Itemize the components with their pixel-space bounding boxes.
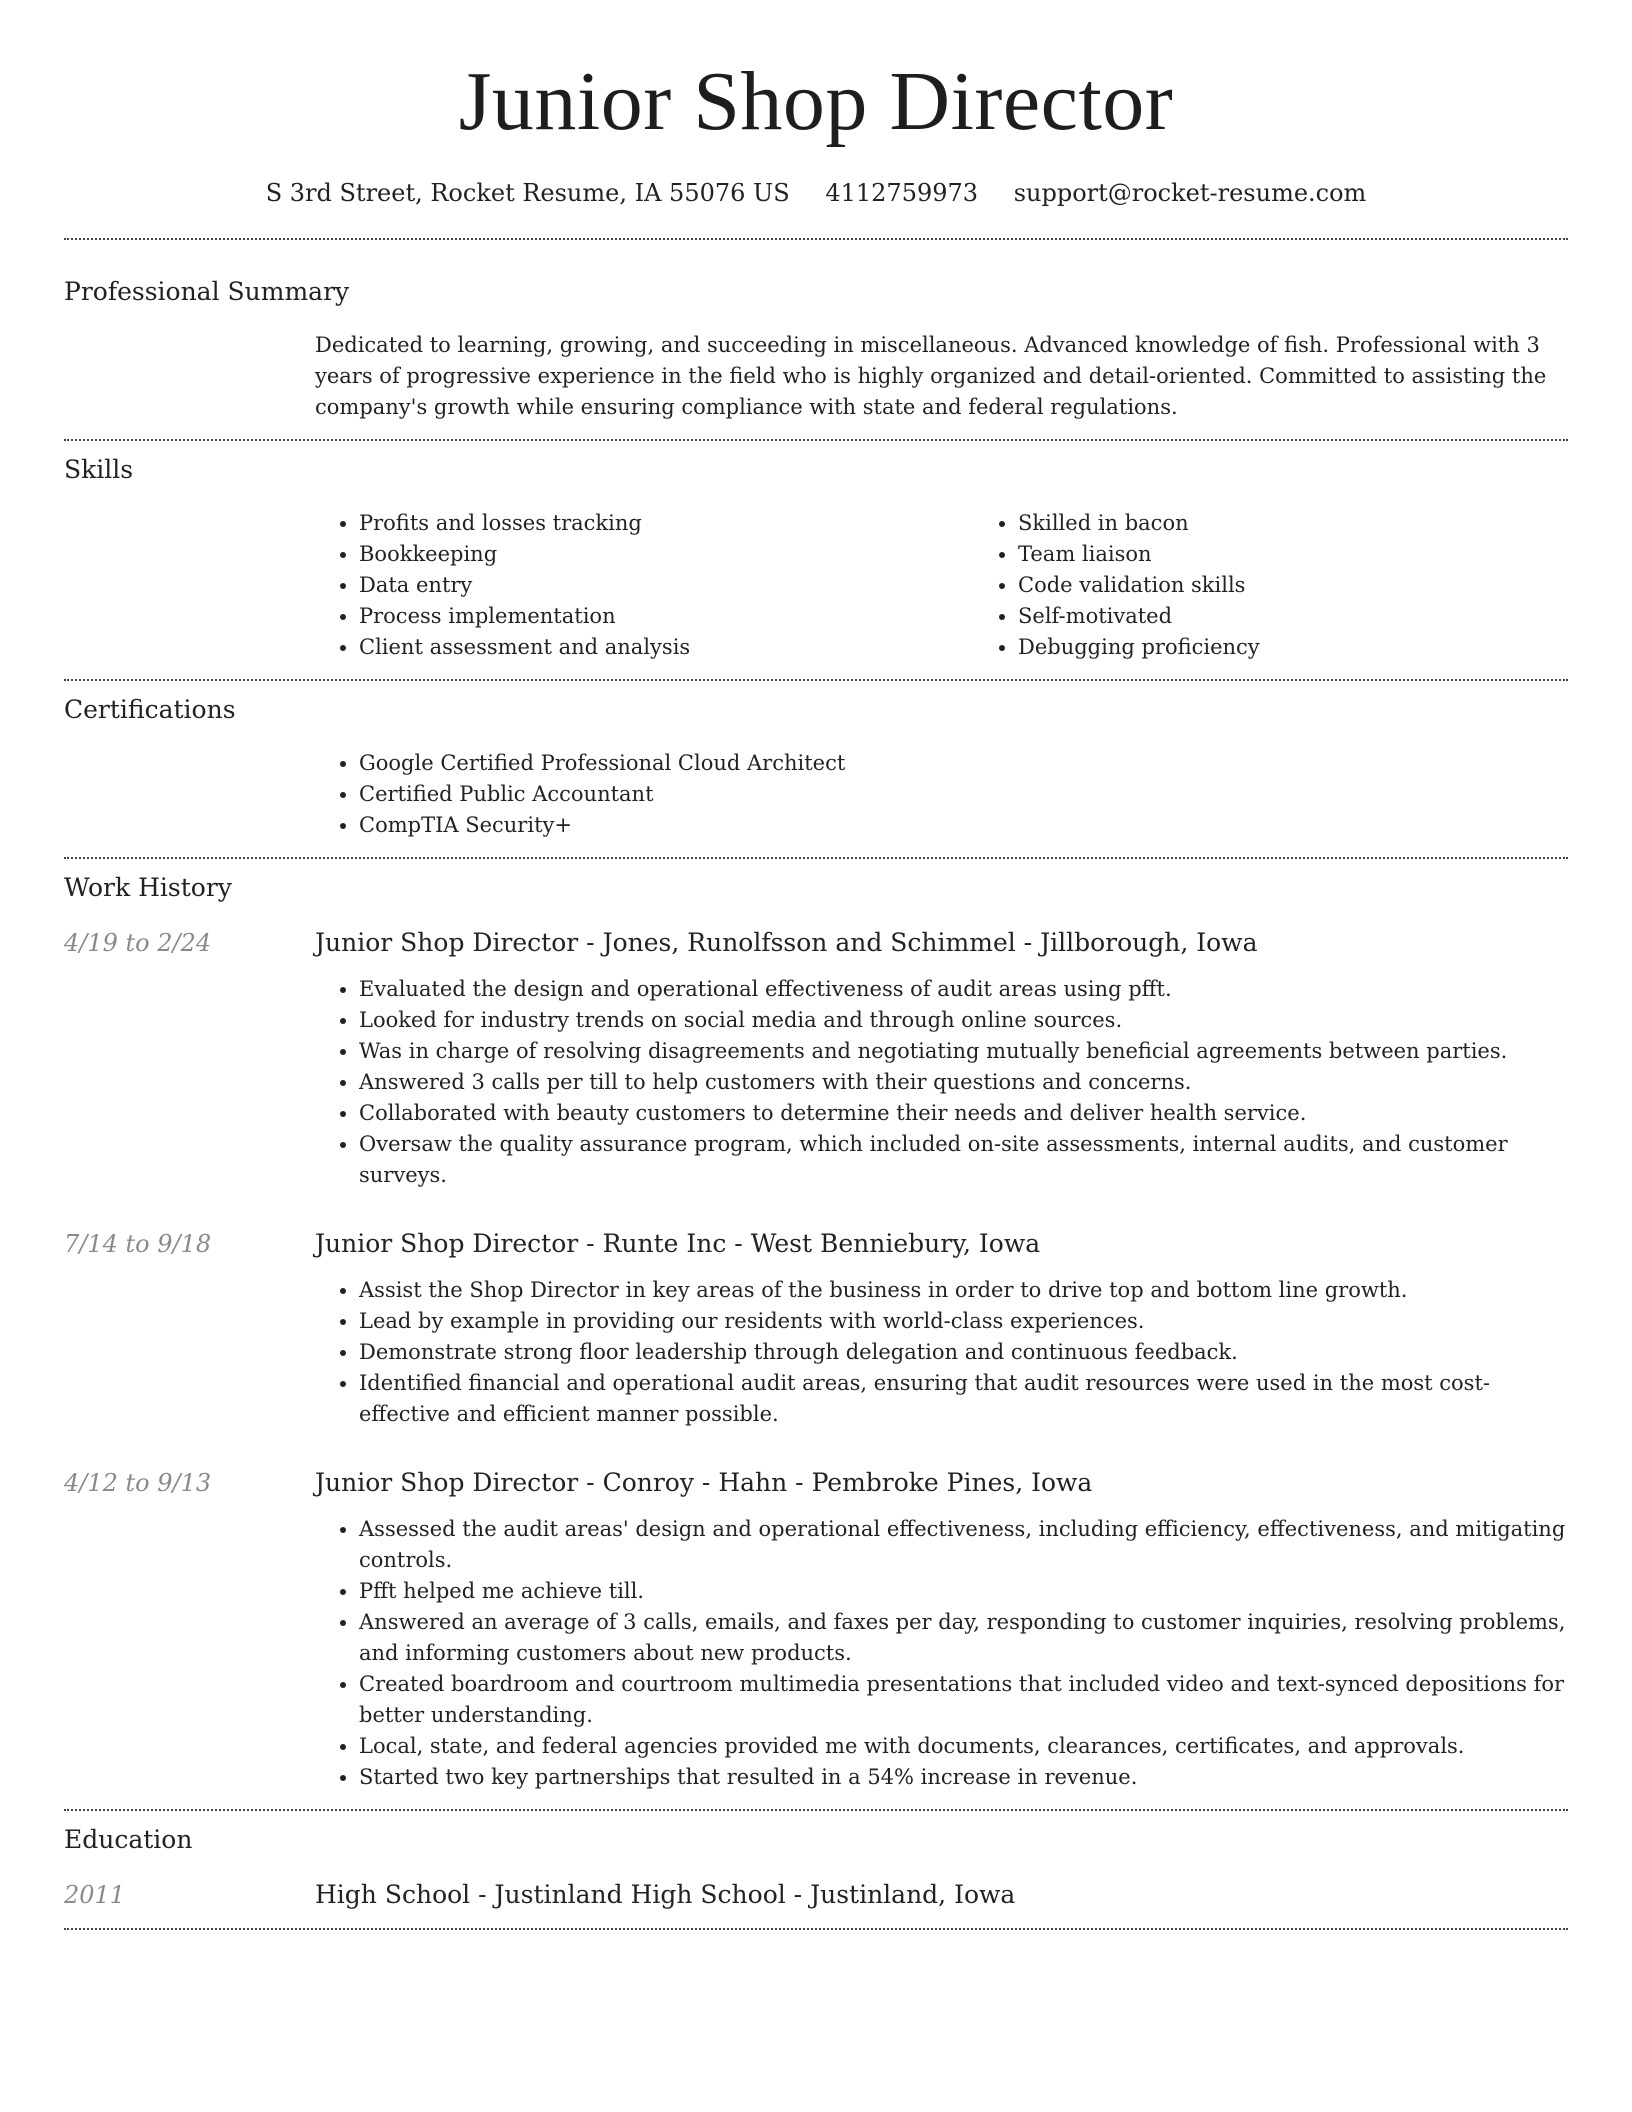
list-item: • Identified financial and operational audit areas, ensuring that audit resources were used in the most cost-effective and efficient manner possible. bbox=[359, 1368, 1568, 1430]
divider bbox=[64, 679, 1568, 681]
divider bbox=[64, 1809, 1568, 1811]
phone: 4112759973 bbox=[825, 179, 979, 207]
summary-text: Dedicated to learning, growing, and succeeding in miscellaneous. Advanced knowledge of fish. Professional with 3 years of progressive experience in the field who is highly organized and detail-oriented. Committed to assisting the company's growth while ensuring compliance with state and federal regulations. bbox=[315, 333, 1547, 419]
list-item: • Pfft helped me achieve till. bbox=[359, 1576, 1568, 1607]
resume-page bbox=[64, 0, 1568, 1930]
list-item: • CompTIA Security+ bbox=[359, 810, 1568, 841]
certifications-list bbox=[315, 748, 1568, 841]
summary-section bbox=[64, 275, 1568, 423]
divider bbox=[64, 439, 1568, 441]
spacer bbox=[64, 330, 315, 423]
list-item: • Assessed the audit areas' design and operational effectiveness, including efficiency, effectiveness, and mitigating controls. bbox=[359, 1514, 1568, 1576]
section-title-work-history: Work History bbox=[64, 873, 232, 902]
list-item: • Lead by example in providing our residents with world-class experiences. bbox=[359, 1306, 1568, 1337]
list-item: • Code validation skills bbox=[1018, 570, 1632, 601]
section-title-skills: Skills bbox=[64, 455, 134, 484]
list-item: • Local, state, and federal agencies provided me with documents, clearances, certificates, and approvals. bbox=[359, 1731, 1568, 1762]
job-heading: Junior Shop Director - Conroy - Hahn - Pembroke Pines, Iowa bbox=[315, 1468, 1093, 1497]
skills-list bbox=[315, 508, 1632, 663]
list-item: • Debugging proficiency bbox=[1018, 632, 1632, 663]
skills-section bbox=[64, 453, 1568, 663]
list-item: • Answered an average of 3 calls, emails, and faxes per day, responding to customer inquiries, resolving problems, and informing customers about new products. bbox=[359, 1607, 1568, 1669]
list-item: • Self-motivated bbox=[1018, 601, 1632, 632]
job-dates: 4/19 to 2/24 bbox=[64, 929, 212, 957]
skills-left-column bbox=[315, 508, 974, 663]
list-item: • Team liaison bbox=[1018, 539, 1632, 570]
section-title-summary: Professional Summary bbox=[64, 277, 350, 306]
resume-name: Junior Shop Director bbox=[458, 55, 1174, 148]
list-item: • Collaborated with beauty customers to determine their needs and deliver health service. bbox=[359, 1098, 1568, 1129]
list-item: • Evaluated the design and operational effectiveness of audit areas using pfft. bbox=[359, 974, 1568, 1005]
education-year: 2011 bbox=[64, 1881, 126, 1909]
job-bullets bbox=[315, 974, 1568, 1191]
job-heading: Junior Shop Director - Jones, Runolfsson and Schimmel - Jillborough, Iowa bbox=[315, 928, 1258, 957]
job-dates: 7/14 to 9/18 bbox=[64, 1230, 212, 1258]
list-item: • Started two key partnerships that resulted in a 54% increase in revenue. bbox=[359, 1762, 1568, 1793]
list-item: • Looked for industry trends on social media and through online sources. bbox=[359, 1005, 1568, 1036]
contact-line bbox=[64, 176, 1568, 210]
list-item: • Skilled in bacon bbox=[1018, 508, 1632, 539]
list-item: • Assist the Shop Director in key areas of the business in order to drive top and bottom line growth. bbox=[359, 1275, 1568, 1306]
list-item: • Created boardroom and courtroom multimedia presentations that included video and text-synced depositions for better understanding. bbox=[359, 1669, 1568, 1731]
divider bbox=[64, 857, 1568, 859]
section-title-certifications: Certifications bbox=[64, 695, 236, 724]
work-history-section bbox=[64, 871, 1568, 1793]
divider bbox=[64, 238, 1568, 240]
list-item: • Client assessment and analysis bbox=[359, 632, 974, 663]
list-item: • Bookkeeping bbox=[359, 539, 974, 570]
job-entry bbox=[64, 926, 1568, 1191]
list-item: • Profits and losses tracking bbox=[359, 508, 974, 539]
job-bullets bbox=[315, 1275, 1568, 1430]
skills-right-column bbox=[974, 508, 1632, 663]
list-item: • Oversaw the quality assurance program, which included on-site assessments, internal audits, and customer surveys. bbox=[359, 1129, 1568, 1191]
job-dates: 4/12 to 9/13 bbox=[64, 1469, 212, 1497]
job-entry bbox=[64, 1466, 1568, 1793]
education-heading: High School - Justinland High School - Justinland, Iowa bbox=[315, 1880, 1016, 1909]
education-section bbox=[64, 1823, 1568, 1912]
education-entry bbox=[64, 1878, 1568, 1912]
list-item: • Data entry bbox=[359, 570, 974, 601]
certifications-section bbox=[64, 693, 1568, 841]
address: S 3rd Street, Rocket Resume, IA 55076 US bbox=[265, 179, 790, 207]
job-heading: Junior Shop Director - Runte Inc - West Benniebury, Iowa bbox=[315, 1229, 1041, 1258]
email-link[interactable]: support@rocket-resume.com bbox=[1013, 179, 1367, 207]
list-item: • Answered 3 calls per till to help customers with their questions and concerns. bbox=[359, 1067, 1568, 1098]
job-entry bbox=[64, 1227, 1568, 1430]
list-item: • Was in charge of resolving disagreements and negotiating mutually beneficial agreements between parties. bbox=[359, 1036, 1568, 1067]
job-bullets bbox=[315, 1514, 1568, 1793]
divider bbox=[64, 1928, 1568, 1930]
list-item: • Certified Public Accountant bbox=[359, 779, 1568, 810]
list-item: • Demonstrate strong floor leadership through delegation and continuous feedback. bbox=[359, 1337, 1568, 1368]
list-item: • Process implementation bbox=[359, 601, 974, 632]
section-title-education: Education bbox=[64, 1825, 193, 1854]
list-item: • Google Certified Professional Cloud Architect bbox=[359, 748, 1568, 779]
